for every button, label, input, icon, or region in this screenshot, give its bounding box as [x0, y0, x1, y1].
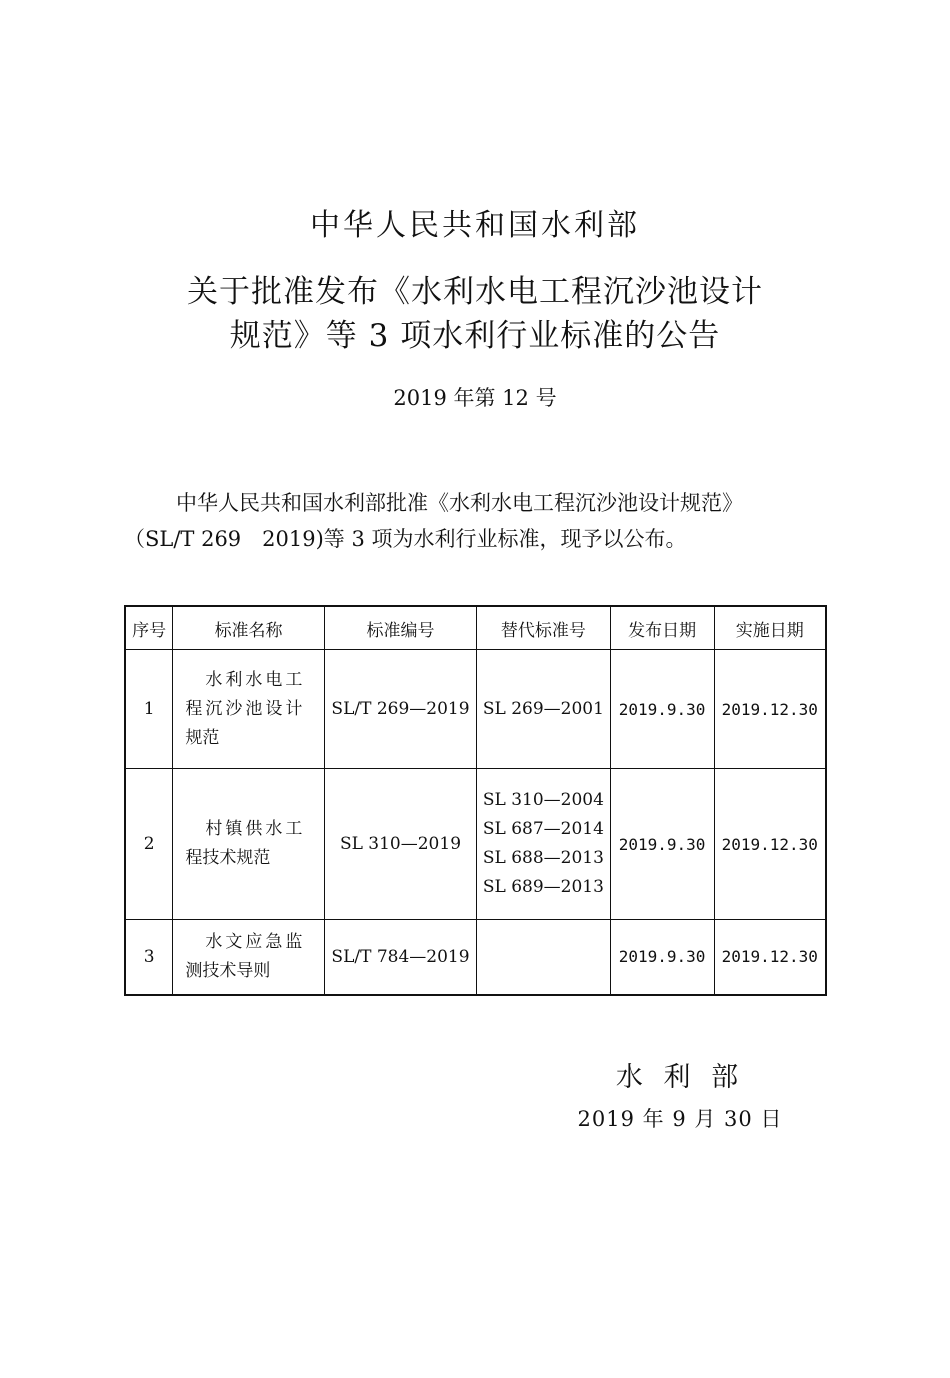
- name-line: 村镇供水工: [205, 819, 306, 839]
- name-line: 水利水电工: [205, 669, 306, 690]
- document-number: 2019 年第 12 号: [393, 386, 557, 410]
- row-standard-code: SL 310—2019: [324, 769, 476, 920]
- replaced-standard: SL 689—2013: [482, 877, 604, 897]
- replaced-standard: SL 310—2004: [482, 790, 604, 810]
- row-publish-date: 2019.9.30: [610, 769, 714, 920]
- signature-date: 2019 年 9 月 30 日: [577, 1107, 783, 1131]
- row-replaced-standards: [477, 769, 610, 920]
- announcement-title: [0, 270, 950, 358]
- row-replaced-standard: [477, 920, 610, 995]
- row-publish-date: 2019.9.30: [610, 920, 714, 995]
- header-replaces: 替代标准号: [477, 606, 610, 650]
- replaced-standard: SL 687—2014: [482, 819, 604, 839]
- title-line-1: 关于批准发布《水利水电工程沉沙池设计: [187, 274, 763, 310]
- row-publish-date: 2019.9.30: [610, 650, 714, 769]
- row-seq: 2: [125, 769, 173, 920]
- table-header-row: [125, 606, 826, 650]
- row-replaced-standard: SL 269—2001: [477, 650, 610, 769]
- row-effective-date: 2019.12.30: [714, 920, 826, 995]
- table-row: [125, 650, 826, 769]
- title-line-2: 规范》等 3 项水利行业标准的公告: [229, 318, 721, 354]
- row-standard-name: [173, 769, 324, 920]
- header-name: 标准名称: [173, 606, 324, 650]
- row-effective-date: 2019.12.30: [714, 769, 826, 920]
- signature-issuer: 水 利 部: [615, 1062, 745, 1093]
- name-line: 测技术导则: [185, 960, 271, 981]
- standards-table: [124, 605, 827, 996]
- replaced-standard: SL 688—2013: [482, 848, 604, 868]
- header-seq: 序号: [125, 606, 173, 650]
- announcement-body: [124, 485, 830, 557]
- table-row: [125, 769, 826, 920]
- row-standard-code: SL/T 784—2019: [324, 920, 476, 995]
- name-line: 规范: [185, 727, 220, 748]
- body-line-1: 中华人民共和国水利部批准《水利水电工程沉沙池设计规范》: [176, 491, 743, 515]
- name-line: 水文应急监: [205, 931, 306, 952]
- row-effective-date: 2019.12.30: [714, 650, 826, 769]
- header-effective-date: 实施日期: [714, 606, 826, 650]
- name-line: 程沉沙池设计: [185, 698, 306, 719]
- header-code: 标准编号: [324, 606, 476, 650]
- row-standard-name: [173, 920, 324, 995]
- row-standard-code: SL/T 269—2019: [324, 650, 476, 769]
- row-seq: 1: [125, 650, 173, 769]
- table-row: [125, 920, 826, 995]
- body-line-2: （SL/T 269 2019)等 3 项为水利行业标准，现予以公布。: [124, 527, 687, 551]
- issuing-organization: 中华人民共和国水利部: [310, 208, 640, 243]
- row-standard-name: [173, 650, 324, 769]
- row-seq: 3: [125, 920, 173, 995]
- name-line: 程技术规范: [185, 848, 271, 868]
- header-publish-date: 发布日期: [610, 606, 714, 650]
